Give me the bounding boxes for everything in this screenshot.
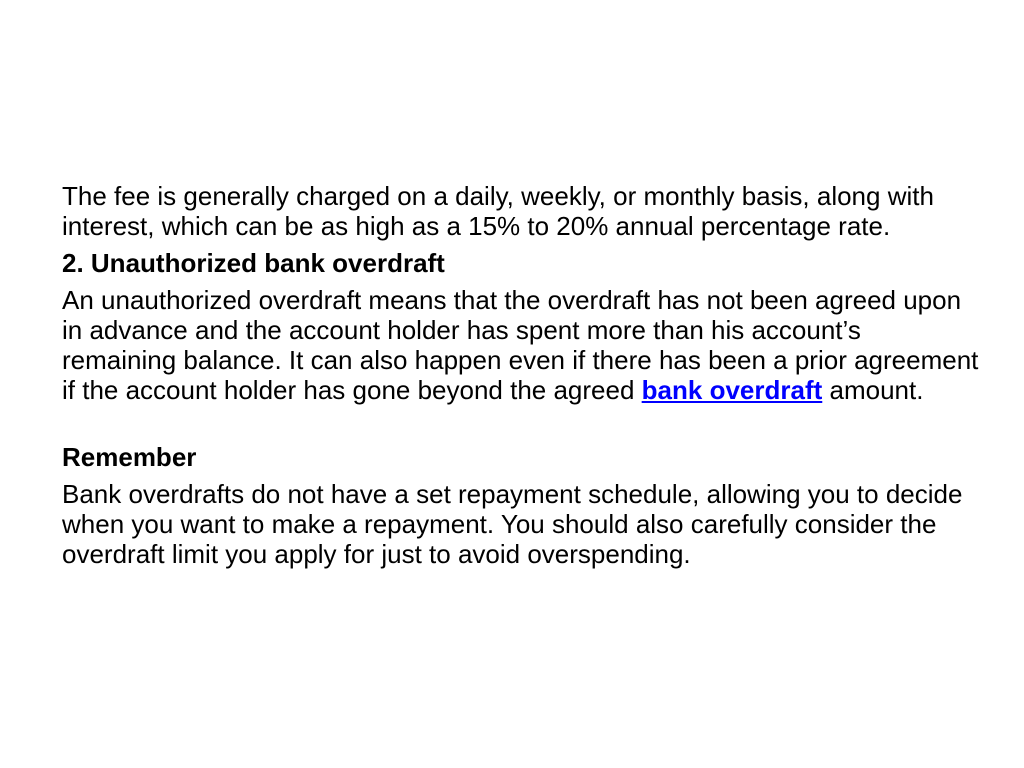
unauthorized-overdraft-paragraph xyxy=(62,285,982,405)
bank-overdraft-link[interactable]: bank overdraft xyxy=(641,375,823,405)
remember-paragraph: Bank overdrafts do not have a set repayment schedule, allowing you to decide when you want to make a repayment. You should also carefully consider the overdraft limit you apply for just to avoid overspending. xyxy=(62,479,963,569)
remember-heading: Remember xyxy=(62,442,197,472)
paragraph-text-after-link: amount. xyxy=(822,375,924,405)
unauthorized-overdraft-heading: 2. Unauthorized bank overdraft xyxy=(62,248,445,278)
slide-body xyxy=(62,181,982,576)
spacer xyxy=(62,412,982,442)
fee-paragraph: The fee is generally charged on a daily, weekly, or monthly basis, along with interest, which can be as high as a 15% to 20% annual percentage rate. xyxy=(62,181,934,241)
paragraph-text-before-link: An unauthorized overdraft means that the overdraft has not been agreed upon in advance and the account holder has spent more than his account’s remaining balance. It can also happen even if there has been a prior agreement if the account holder has gone beyond the agreed xyxy=(62,285,979,405)
